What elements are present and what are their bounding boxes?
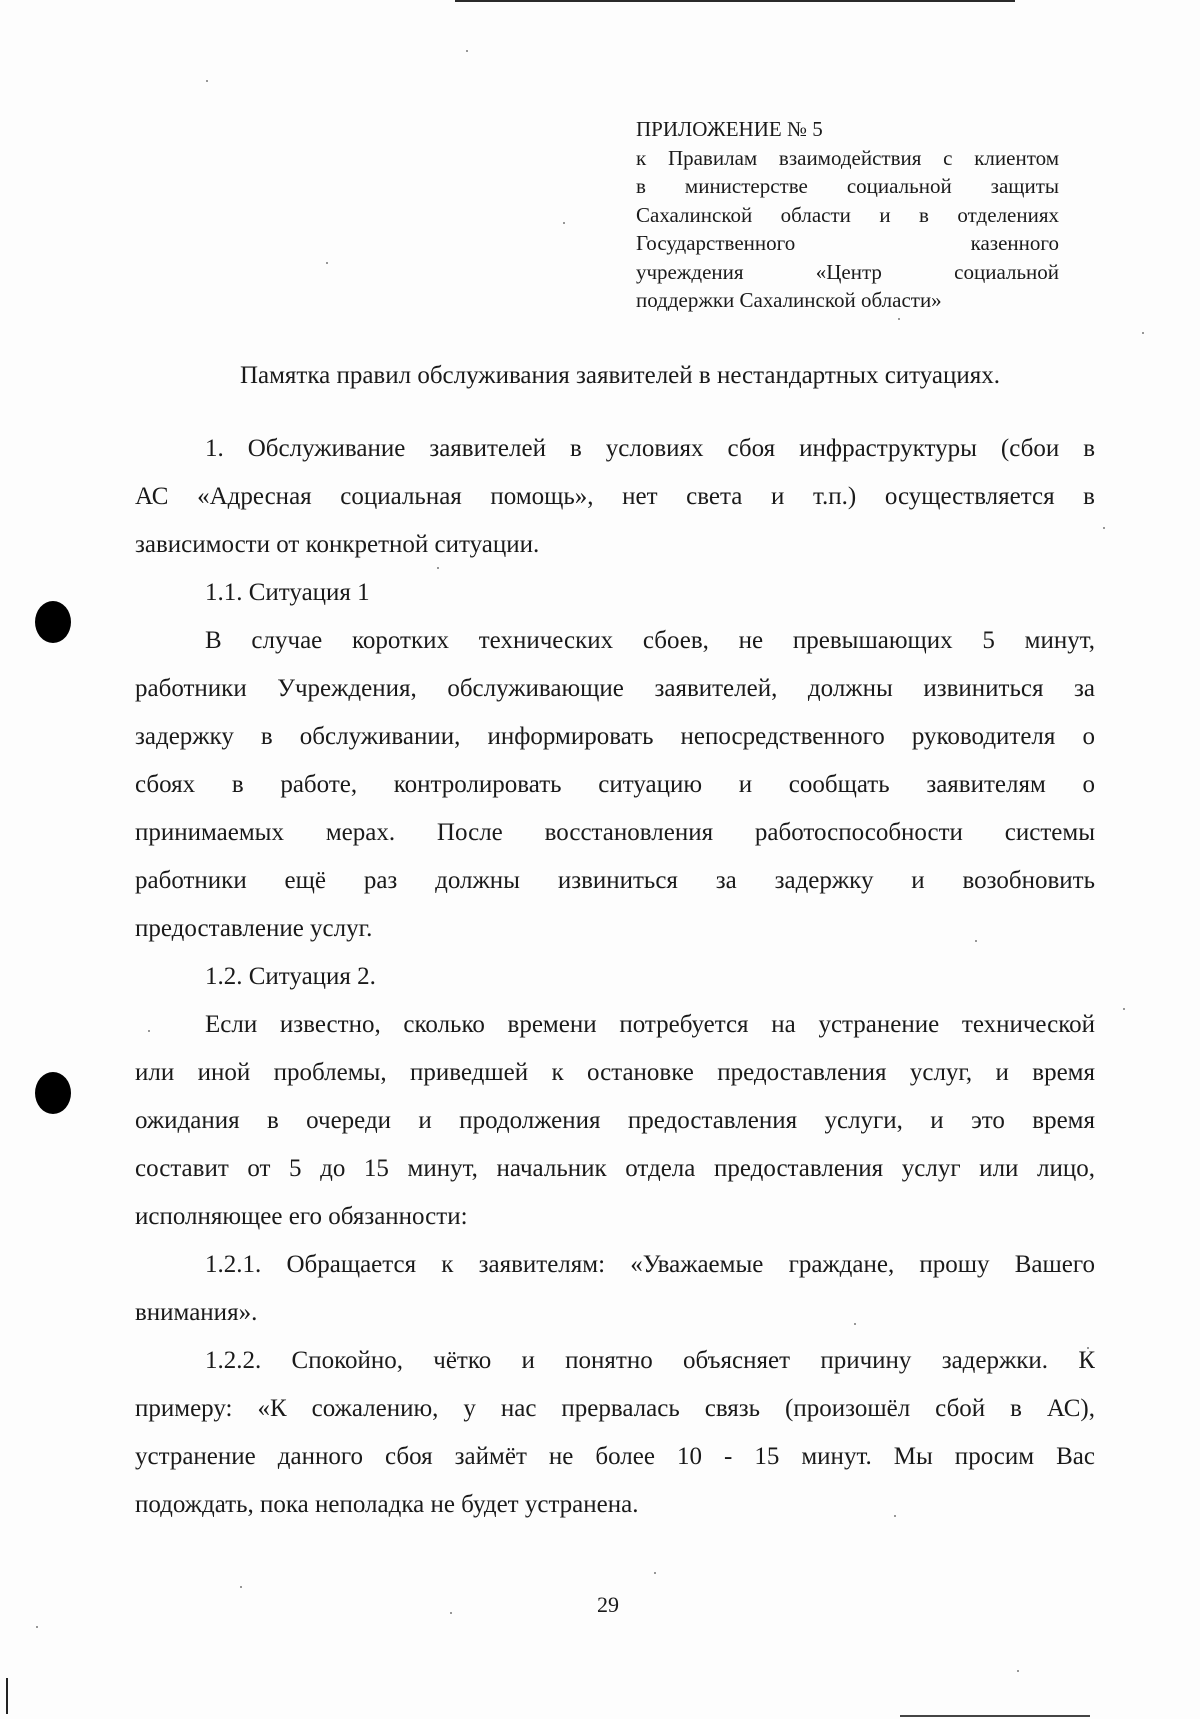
paragraph-line: 1.2.1. Обращается к заявителям: «Уважаемые граждане, прошу Вашего — [205, 1251, 1095, 1278]
paragraph-line: В случае коротких технических сбоев, не превышающих 5 минут, — [205, 627, 1095, 654]
punch-hole — [35, 1072, 71, 1114]
section-heading: 1.2. Ситуация 2. — [205, 963, 376, 990]
appendix-line: поддержки Сахалинской области» — [636, 288, 942, 312]
paragraph-line: работники ещё раз должны извиниться за задержку и возобновить — [135, 867, 1095, 894]
scan-speck — [1142, 332, 1144, 334]
section-heading: 1.1. Ситуация 1 — [205, 579, 370, 606]
paragraph-line: исполняющее его обязанности: — [135, 1203, 468, 1230]
section-1-1 — [135, 617, 1095, 953]
paragraph-line: внимания». — [135, 1299, 258, 1326]
appendix-line: в министерстве социальной защиты — [636, 174, 1059, 198]
scan-speck — [654, 1572, 656, 1574]
appendix-line: учреждения «Центр социальной — [636, 259, 1059, 284]
appendix-line: Государственного казенного — [636, 231, 1059, 255]
scan-speck — [240, 1586, 242, 1588]
scan-speck — [898, 318, 900, 320]
paragraph-line: примеру: «К сожалению, у нас прервалась связь (произошёл сбой в АС), — [135, 1395, 1095, 1422]
scan-edge-left — [6, 1678, 8, 1714]
scan-speck — [1017, 1670, 1019, 1672]
punch-hole — [35, 601, 71, 643]
paragraph-line: предоставление услуг. — [135, 915, 373, 942]
paragraph-line: задержку в обслуживании, информировать непосредственного руководителя о — [135, 723, 1095, 750]
document-body — [135, 425, 1095, 1529]
scan-speck — [466, 50, 468, 52]
section-1 — [135, 425, 1095, 569]
paragraph-line: устранение данного сбоя займёт не более 10 - 15 минут. Мы просим Вас — [135, 1443, 1095, 1470]
section-1-2 — [135, 1001, 1095, 1241]
scan-speck — [36, 1626, 38, 1628]
memo-title: Памятка правил обслуживания заявителей в нестандартных ситуациях. — [239, 362, 1001, 389]
paragraph-line: АС «Адресная социальная помощь», нет света и т.п.) осуществляется в — [135, 483, 1095, 510]
paragraph-line: ожидания в очереди и продолжения предоставления услуги, и это время — [135, 1107, 1095, 1134]
scan-speck — [1103, 527, 1105, 529]
section-1-2-1 — [135, 1241, 1095, 1337]
paragraph-line: 1. Обслуживание заявителей в условиях сбоя инфраструктуры (сбои в — [205, 435, 1095, 462]
scan-speck — [1123, 1008, 1125, 1010]
paragraph-line: или иной проблемы, приведшей к остановке предоставления услуг, и время — [135, 1059, 1095, 1086]
appendix-title: ПРИЛОЖЕНИЕ № 5 — [636, 117, 823, 141]
paragraph-line: работники Учреждения, обслуживающие заявителей, должны извиниться за — [135, 675, 1095, 702]
scan-speck — [563, 222, 565, 224]
page-number: 29 — [597, 1592, 619, 1617]
section-1-2-2 — [135, 1337, 1095, 1529]
scan-speck — [326, 262, 328, 264]
paragraph-line: зависимости от конкретной ситуации. — [135, 531, 540, 558]
paragraph-line: Если известно, сколько времени потребуется на устранение технической — [205, 1011, 1095, 1038]
paragraph-line: принимаемых мерах. После восстановления работоспособности системы — [135, 819, 1095, 846]
scan-edge-top — [455, 0, 1015, 2]
scan-speck — [206, 80, 208, 82]
appendix-line: к Правилам взаимодействия с клиентом — [636, 145, 1059, 170]
paragraph-line: составит от 5 до 15 минут, начальник отдела предоставления услуг или лицо, — [135, 1155, 1095, 1182]
paragraph-line: сбоях в работе, контролировать ситуацию и сообщать заявителям о — [135, 771, 1095, 798]
scan-edge-bottom — [900, 1715, 1090, 1717]
paragraph-line: 1.2.2. Спокойно, чётко и понятно объясняет причину задержки. К — [205, 1347, 1095, 1374]
paragraph-line: подождать, пока неполадка не будет устранена. — [135, 1491, 639, 1518]
appendix-line: Сахалинской области и в отделениях — [636, 202, 1059, 227]
appendix-header — [636, 115, 1059, 315]
